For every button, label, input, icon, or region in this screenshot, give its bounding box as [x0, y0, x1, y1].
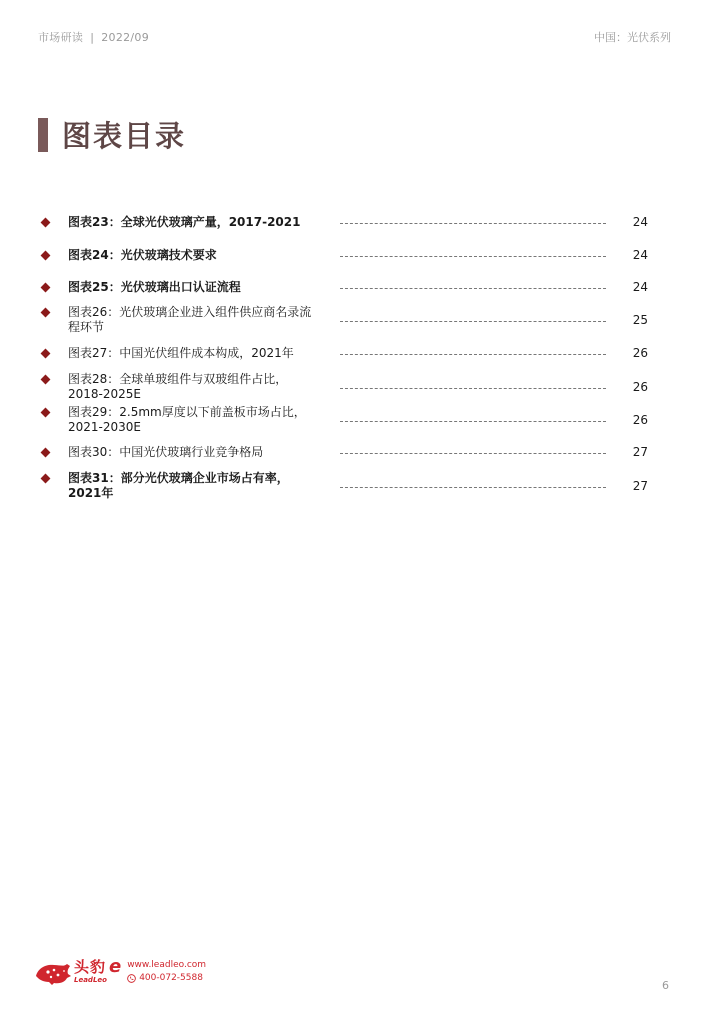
header-series: 中国：光伏系列 — [594, 31, 671, 44]
toc-leader-dots — [340, 223, 606, 224]
toc-leader-dots — [340, 487, 606, 488]
toc-page-number: 27 — [632, 445, 648, 459]
diamond-bullet-icon — [41, 349, 51, 359]
toc-item-label — [68, 445, 333, 460]
toc-leader-dots — [340, 288, 606, 289]
toc-page-number: 26 — [632, 346, 648, 360]
toc-item-label-line: 2018-2025E — [68, 387, 141, 401]
toc-item-label — [68, 248, 333, 263]
phone-number: 400-072-5588 — [139, 973, 203, 983]
logo-e: e — [108, 956, 122, 977]
page-title: 图表目录 — [62, 119, 187, 153]
toc-page-number: 24 — [632, 215, 648, 229]
diamond-bullet-icon — [41, 408, 51, 418]
phone-line — [127, 972, 206, 985]
toc-item-label — [68, 305, 333, 335]
toc-item-label — [68, 346, 333, 361]
toc-page-number: 24 — [632, 280, 648, 294]
header-left — [38, 29, 149, 45]
toc-item-label — [68, 405, 333, 435]
toc-item-label-line: 2021-2030E — [68, 420, 141, 434]
diamond-bullet-icon — [41, 474, 51, 484]
toc-item-label — [68, 471, 333, 501]
toc-page-number: 26 — [632, 380, 648, 394]
header-separator: | — [90, 31, 95, 44]
diamond-bullet-icon — [41, 375, 51, 385]
diamond-bullet-icon — [41, 448, 51, 458]
toc-page-number: 27 — [632, 479, 648, 493]
toc-item-label-line: 图表26：光伏玻璃企业进入组件供应商名录流 — [68, 305, 312, 319]
leopard-logo-icon — [34, 958, 72, 986]
toc-leader-dots — [340, 354, 606, 355]
diamond-bullet-icon — [41, 283, 51, 293]
toc-page-number: 24 — [632, 248, 648, 262]
toc-page-number: 26 — [632, 413, 648, 427]
toc-page-number: 25 — [632, 313, 648, 327]
toc-item-label-line: 图表29：2.5mm厚度以下前盖板市场占比， — [68, 405, 306, 419]
toc-item-label-line: 图表30：中国光伏玻璃行业竞争格局 — [68, 445, 264, 459]
toc-leader-dots — [340, 421, 606, 422]
contact-info — [127, 959, 206, 985]
toc-item-label-line: 图表25：光伏玻璃出口认证流程 — [68, 280, 241, 294]
toc-item-label-line: 图表28：全球单玻组件与双玻组件占比， — [68, 372, 288, 386]
logo-cn: 头豹 — [74, 958, 107, 976]
toc-leader-dots — [340, 256, 606, 257]
toc-item-label — [68, 372, 333, 402]
toc-item-label-line: 程环节 — [68, 320, 105, 334]
toc-item-label — [68, 280, 333, 295]
page-number: 6 — [662, 979, 669, 992]
toc-item-label — [68, 215, 333, 230]
toc-leader-dots — [340, 321, 606, 322]
website-line[interactable] — [127, 959, 206, 972]
toc-item-label-line: 图表23：全球光伏玻璃产量，2017-2021 — [68, 215, 301, 229]
diamond-bullet-icon — [41, 251, 51, 261]
header-date: 2022/09 — [101, 31, 150, 44]
phone-icon — [127, 974, 136, 983]
toc-item-label-line: 2021年 — [68, 486, 114, 500]
toc-item-label-line: 图表31：部分光伏玻璃企业市场占有率， — [68, 471, 289, 485]
footer-brand — [34, 958, 206, 986]
toc-leader-dots — [340, 388, 606, 389]
title-accent-bar — [38, 118, 48, 152]
logo-wordmark — [74, 959, 107, 985]
diamond-bullet-icon — [41, 218, 51, 228]
toc-item-label-line: 图表27：中国光伏组件成本构成，2021年 — [68, 346, 294, 360]
toc-leader-dots — [340, 453, 606, 454]
website-link[interactable]: www.leadleo.com — [127, 960, 207, 970]
diamond-bullet-icon — [41, 308, 51, 318]
header-section: 市场研读 — [38, 31, 84, 44]
title-block — [38, 114, 186, 155]
toc-item-label-line: 图表24：光伏玻璃技术要求 — [68, 248, 217, 262]
logo-en: LeadLeo — [74, 976, 107, 984]
